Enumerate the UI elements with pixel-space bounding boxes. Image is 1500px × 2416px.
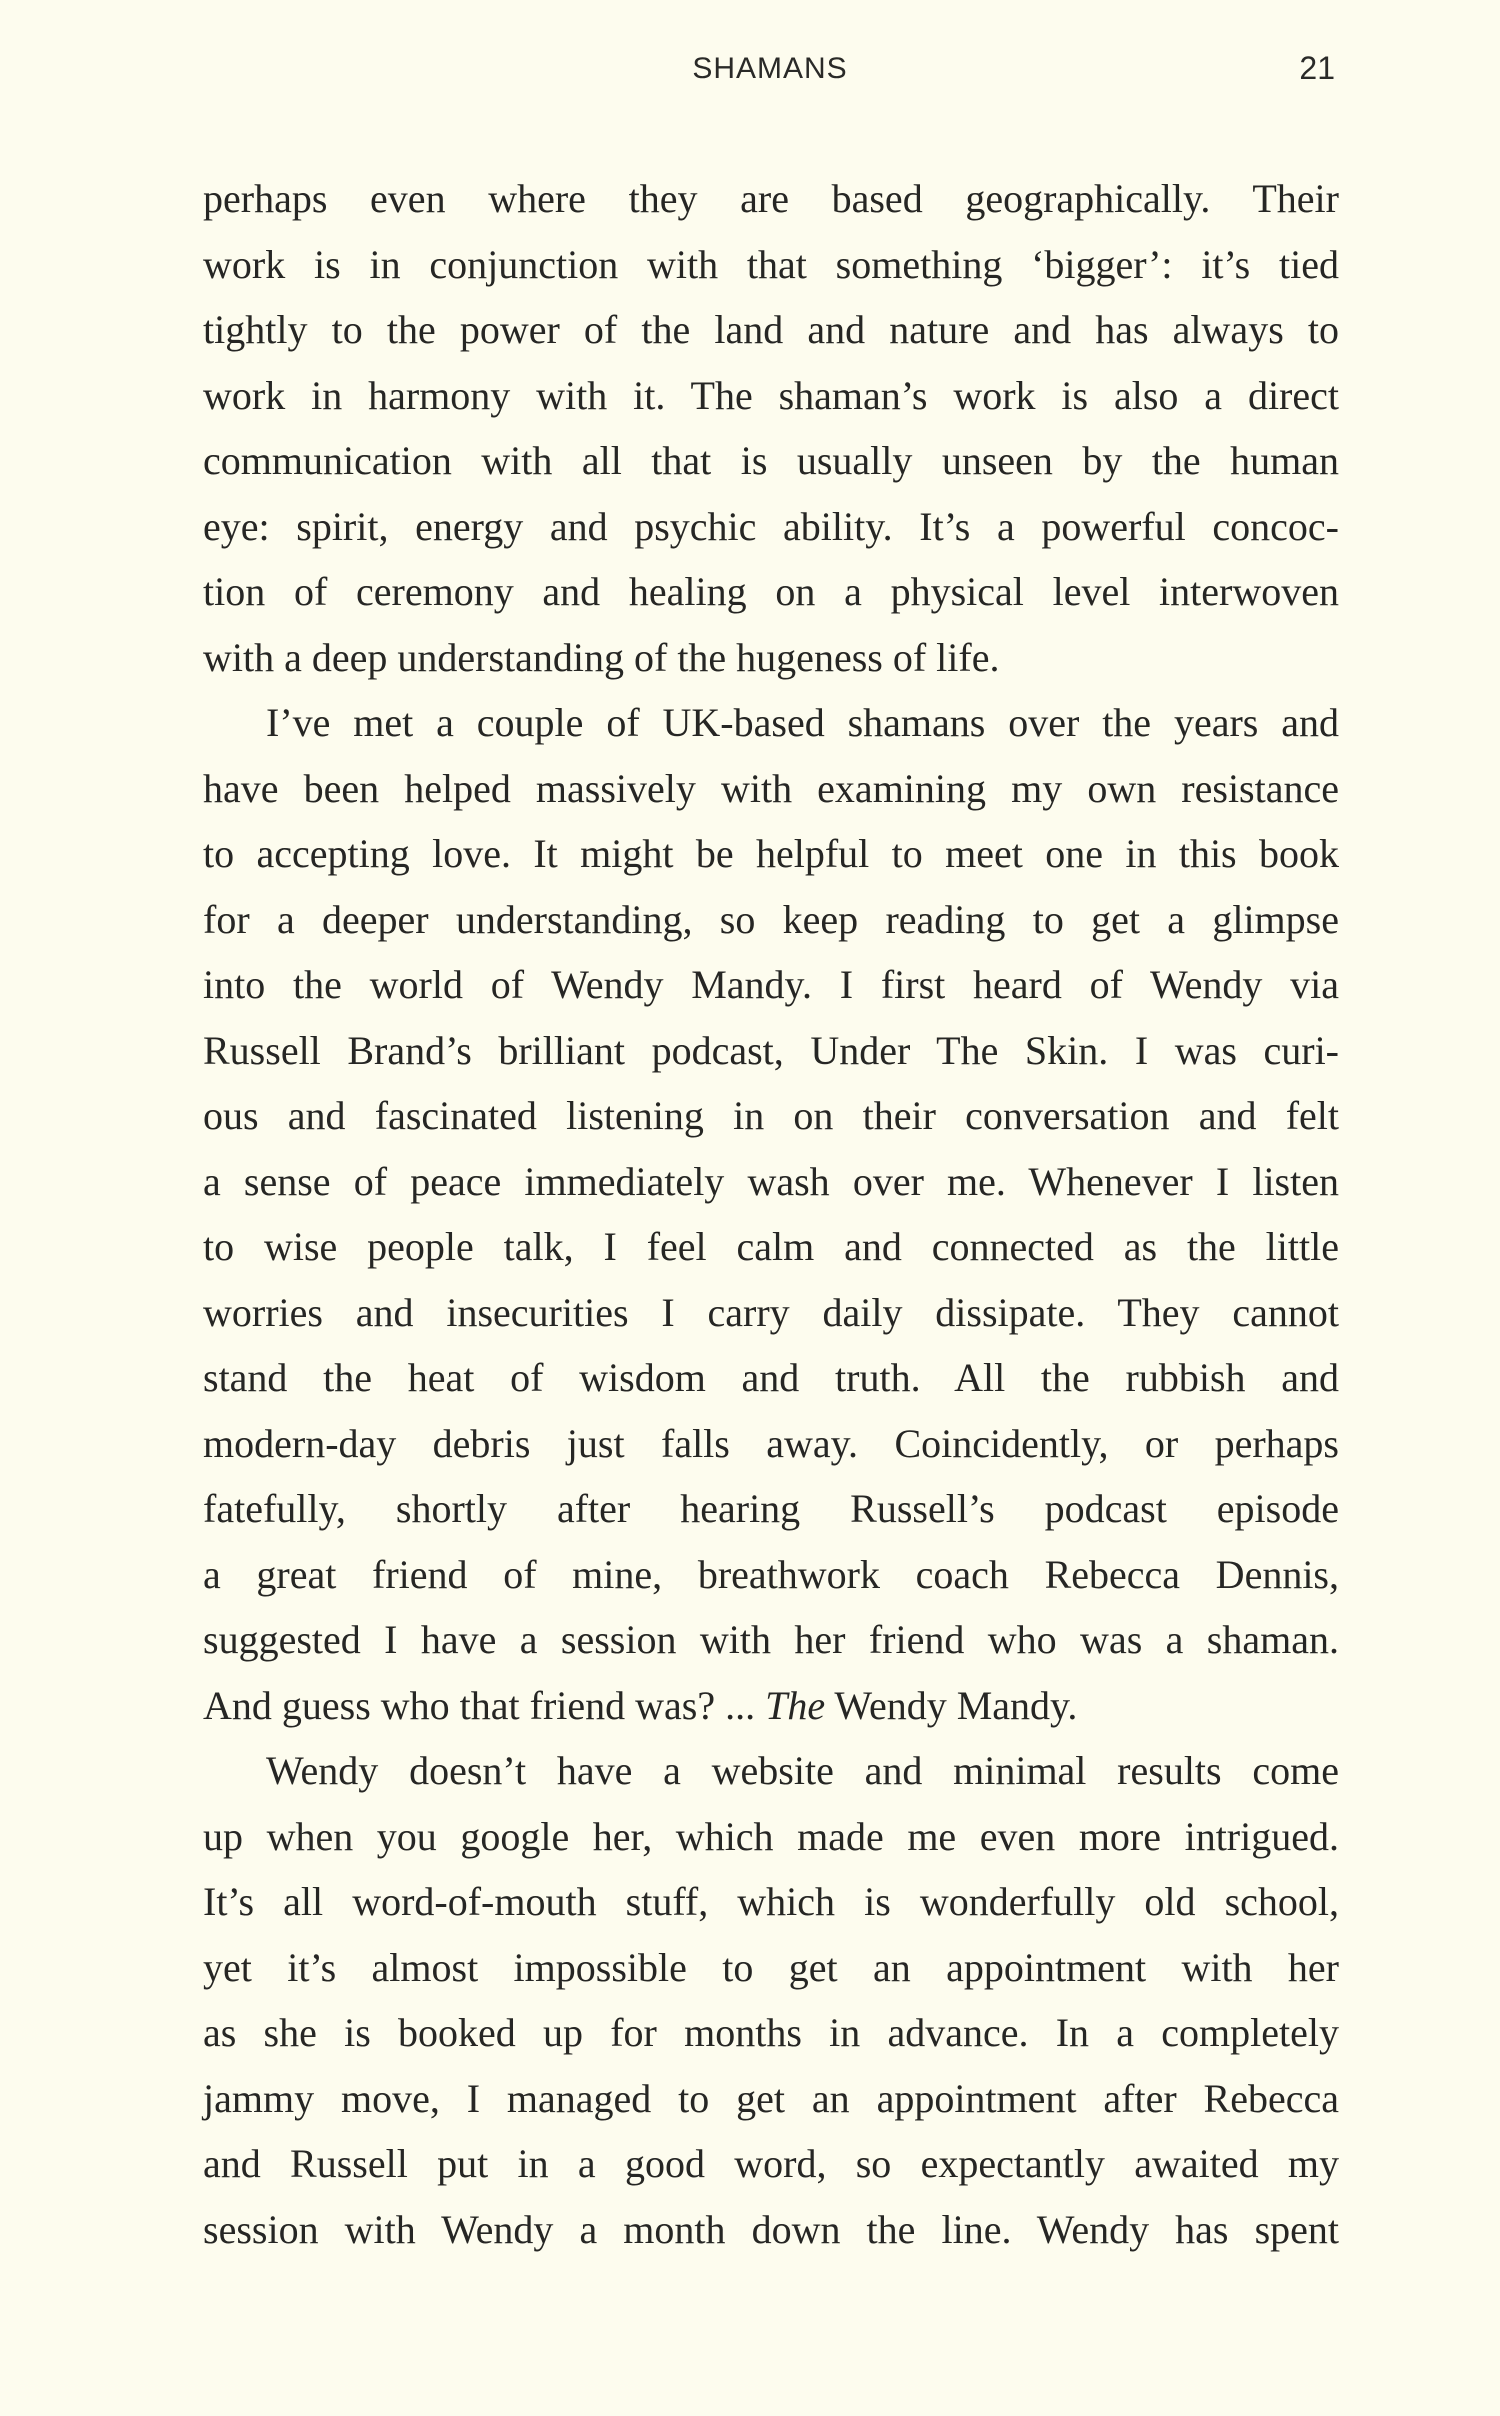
italic-text: The [765, 1682, 826, 1728]
text-line [203, 1673, 1339, 1739]
text-line: tightly to the power of the land and nature and has always to [203, 307, 1339, 352]
text-line: stand the heat of wisdom and truth. All the rubbish and [203, 1355, 1339, 1400]
text-segment: And guess who that friend was? ... [203, 1682, 766, 1728]
text-line: to accepting love. It might be helpful to meet one in this book [203, 831, 1339, 876]
text-line: work is in conjunction with that something ‘bigger’: it’s tied [203, 241, 1339, 287]
running-title: SHAMANS [692, 52, 848, 85]
text-line: fatefully, shortly after hearing Russell’s podcast episode [203, 1486, 1339, 1531]
text-line: yet it’s almost impossible to get an appointment with her [203, 1944, 1339, 1990]
text-line: as she is booked up for months in advance. In a completely [203, 2010, 1339, 2055]
text-line: jammy move, I managed to get an appointment after Rebecca [203, 2075, 1339, 2121]
text-line: session with Wendy a month down the line. Wendy has spent [203, 2206, 1339, 2252]
text-line: Wendy doesn’t have a website and minimal results come [266, 1748, 1339, 1793]
text-line: modern-day debris just falls away. Coincidently, or perhaps [203, 1420, 1339, 1466]
text-line: I’ve met a couple of UK-based shamans over the years and [266, 700, 1339, 745]
text-line: work in harmony with it. The shaman’s work is also a direct [203, 372, 1339, 418]
text-segment: Wendy Mandy. [825, 1682, 1078, 1728]
text-line: up when you google her, which made me even more intrigued. [203, 1813, 1339, 1859]
text-line: a great friend of mine, breathwork coach Rebecca Dennis, [203, 1551, 1339, 1597]
text-line: suggested I have a session with her friend who was a shaman. [203, 1617, 1339, 1662]
paragraph-3 [203, 1738, 1339, 2262]
page-number: 21 [1299, 50, 1335, 86]
text-line: Russell Brand’s brilliant podcast, Under The Skin. I was curi- [203, 1027, 1339, 1073]
text-line: into the world of Wendy Mandy. I first heard of Wendy via [203, 962, 1339, 1007]
paragraph-1 [203, 166, 1339, 690]
paragraph-2 [203, 690, 1339, 1738]
text-line: tion of ceremony and healing on a physical level interwoven [203, 569, 1339, 614]
running-head [0, 52, 1500, 102]
text-line: with a deep understanding of the hugeness of life. [203, 634, 1000, 680]
text-line: eye: spirit, energy and psychic ability. It’s a powerful concoc- [203, 503, 1339, 549]
body-text [203, 166, 1339, 2262]
text-line: It’s all word-of-mouth stuff, which is wonderfully old school, [203, 1879, 1339, 1924]
text-line: worries and insecurities I carry daily dissipate. They cannot [203, 1289, 1339, 1335]
text-line: ous and fascinated listening in on their conversation and felt [203, 1093, 1339, 1138]
text-line: to wise people talk, I feel calm and connected as the little [203, 1224, 1339, 1269]
text-line: for a deeper understanding, so keep reading to get a glimpse [203, 896, 1339, 942]
text-line: have been helped massively with examining my own resistance [203, 765, 1339, 811]
text-line: and Russell put in a good word, so expectantly awaited my [203, 2141, 1339, 2186]
text-line: communication with all that is usually unseen by the human [203, 438, 1339, 483]
text-line: a sense of peace immediately wash over me. Whenever I listen [203, 1158, 1339, 1204]
text-line: perhaps even where they are based geographically. Their [203, 176, 1339, 221]
